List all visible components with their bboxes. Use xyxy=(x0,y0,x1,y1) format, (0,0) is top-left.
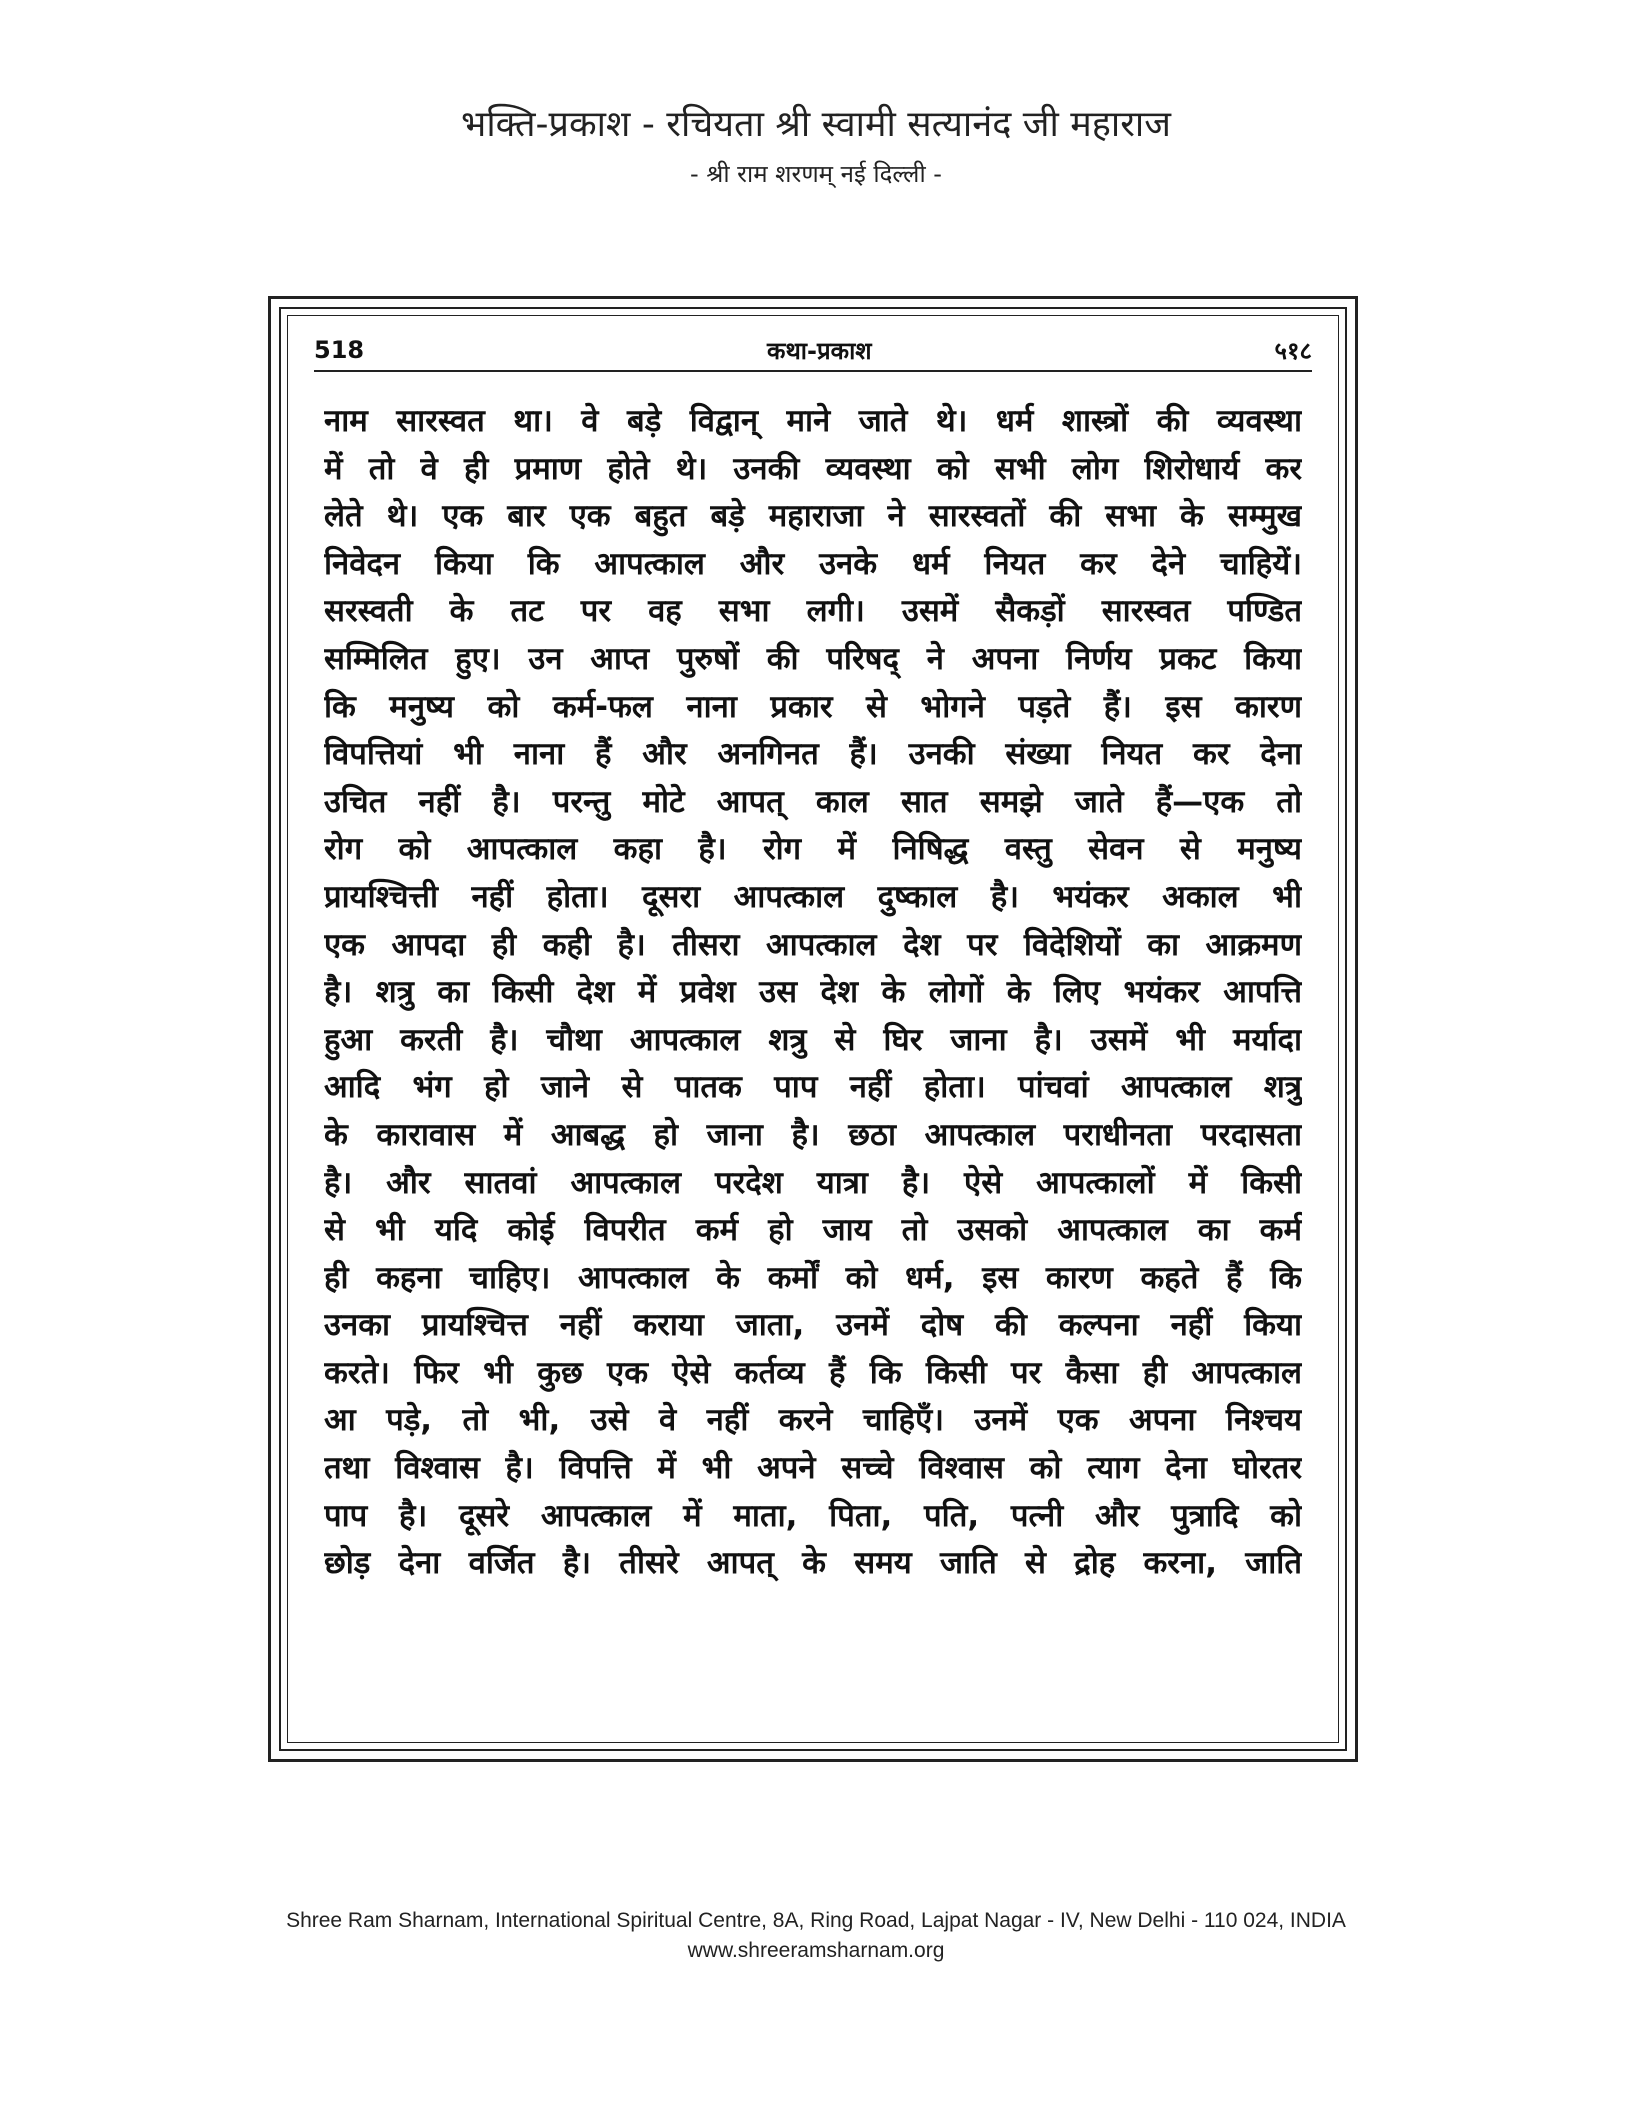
text-line: एक आपदा ही कही है। तीसरा आपत्काल देश पर विदेशियों का आक्रमण xyxy=(324,926,1302,963)
text-line: प्रायश्चित्ती नहीं होता। दूसरा आपत्काल दुष्काल है। भयंकर अकाल भी xyxy=(324,878,1302,915)
text-line: से भी यदि कोई विपरीत कर्म हो जाय तो उसको आपत्काल का कर्म xyxy=(324,1212,1302,1249)
text-line: है। और सातवां आपत्काल परदेश यात्रा है। ऐसे आपत्कालों में किसी xyxy=(324,1164,1302,1201)
running-head xyxy=(314,330,1312,372)
text-line: सरस्वती के तट पर वह सभा लगी। उसमें सैकड़ों सारस्वत पण्डित xyxy=(324,593,1302,630)
page-frame-innermost xyxy=(287,315,1339,1743)
body-text xyxy=(324,398,1302,1588)
page-frame xyxy=(268,296,1358,1762)
text-line: उनका प्रायश्चित्त नहीं कराया जाता, उनमें दोष की कल्पना नहीं किया xyxy=(324,1307,1302,1344)
text-line: रोग को आपत्काल कहा है। रोग में निषिद्ध वस्तु सेवन से मनुष्य xyxy=(324,831,1302,868)
text-line: विपत्तियां भी नाना हैं और अनगिनत हैं। उनकी संख्या नियत कर देना xyxy=(324,736,1302,773)
text-line: निवेदन किया कि आपत्काल और उनके धर्म नियत कर देने चाहियें। xyxy=(324,545,1302,582)
footer-address: Shree Ram Sharnam, International Spiritual Centre, 8A, Ring Road, Lajpat Nagar - IV, New Delhi - 110 024, INDIA xyxy=(286,1909,1346,1932)
section-title: कथा-प्रकाश xyxy=(767,336,872,365)
text-line: सम्मिलित हुए। उन आप्त पुरुषों की परिषद् ने अपना निर्णय प्रकट किया xyxy=(324,640,1302,677)
text-line: नाम सारस्वत था। वे बड़े विद्वान् माने जाते थे। धर्म शास्त्रों की व्यवस्था xyxy=(324,403,1302,439)
text-line: आ पड़े, तो भी, उसे वे नहीं करने चाहिएँ। उनमें एक अपना निश्चय xyxy=(324,1402,1302,1439)
text-line: छोड़ देना वर्जित है। तीसरे आपत् के समय जाति से द्रोह करना, जाति xyxy=(324,1545,1302,1582)
text-line: ही कहना चाहिए। आपत्काल के कर्मों को धर्म, इस कारण कहते हैं कि xyxy=(324,1259,1302,1296)
page-header xyxy=(0,100,1632,194)
text-line: उचित नहीं है। परन्तु मोटे आपत् काल सात समझे जाते हैं—एक तो xyxy=(324,783,1302,820)
text-line: हुआ करती है। चौथा आपत्काल शत्रु से घिर जाना है। उसमें भी मर्यादा xyxy=(324,1021,1302,1058)
book-title: भक्ति-प्रकाश - रचियता श्री स्वामी सत्यानंद जी महाराज xyxy=(461,104,1171,145)
text-line: करते। फिर भी कुछ एक ऐसे कर्तव्य हैं कि किसी पर कैसा ही आपत्काल xyxy=(324,1354,1302,1391)
footer-website: www.shreeramsharnam.org xyxy=(687,1939,945,1962)
page-number-latin: 518 xyxy=(314,336,365,364)
text-line: में तो वे ही प्रमाण होते थे। उनकी व्यवस्था को सभी लोग शिरोधार्य कर xyxy=(324,450,1302,487)
page-number-devanagari: ५१८ xyxy=(1274,336,1312,365)
text-line: आदि भंग हो जाने से पातक पाप नहीं होता। पांचवां आपत्काल शत्रु xyxy=(324,1069,1302,1106)
publisher-line: - श्री राम शरणम् नई दिल्ली - xyxy=(690,160,942,188)
text-line: पाप है। दूसरे आपत्काल में माता, पिता, पति, पत्नी और पुत्रादि को xyxy=(324,1497,1302,1534)
text-line: कि मनुष्य को कर्म-फल नाना प्रकार से भोगने पड़ते हैं। इस कारण xyxy=(324,688,1302,725)
text-line: तथा विश्वास है। विपत्ति में भी अपने सच्चे विश्वास को त्याग देना घोरतर xyxy=(324,1450,1302,1487)
text-line: के कारावास में आबद्ध हो जाना है। छठा आपत्काल पराधीनता परदासता xyxy=(324,1116,1302,1153)
text-line: लेते थे। एक बार एक बहुत बड़े महाराजा ने सारस्वतों की सभा के सम्मुख xyxy=(324,498,1302,535)
page-footer xyxy=(0,1906,1632,1966)
text-line: है। शत्रु का किसी देश में प्रवेश उस देश के लोगों के लिए भयंकर आपत्ति xyxy=(324,974,1302,1011)
page-frame-inner xyxy=(279,307,1347,1751)
